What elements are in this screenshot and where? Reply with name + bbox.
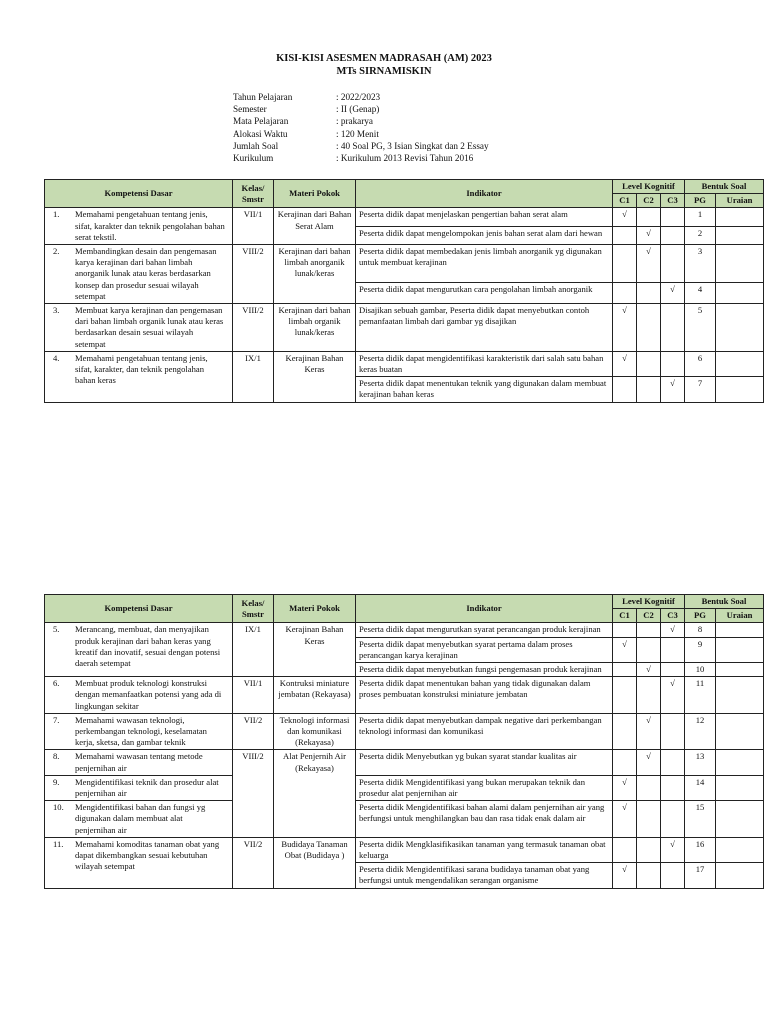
pg-number-cell: 11 [685, 677, 716, 714]
level-c2-cell [637, 351, 661, 376]
level-c2-cell [637, 377, 661, 402]
header-pg: PG [685, 194, 716, 208]
uraian-cell [716, 775, 764, 800]
header-c3: C3 [661, 194, 685, 208]
level-c2-cell [637, 837, 661, 862]
level-c1-cell [613, 837, 637, 862]
level-c2-cell [637, 637, 661, 662]
level-c2-cell [637, 304, 661, 352]
kompetensi-dasar-cell [45, 775, 233, 800]
header-indikator: Indikator [356, 180, 613, 208]
level-c3-cell [661, 663, 685, 677]
kompetensi-dasar-cell [45, 713, 233, 750]
kompetensi-dasar [48, 624, 229, 669]
info-row [233, 103, 489, 115]
header-row [45, 180, 764, 194]
kompetensi-dasar-cell [45, 304, 233, 352]
pg-number-cell: 6 [685, 351, 716, 376]
header-pg: PG [685, 609, 716, 623]
header-kompetensi-dasar: Kompetensi Dasar [45, 180, 233, 208]
kd-text: Memahami pengetahuan tentang jenis, sifat, karakter dan teknik pengolahan bahan serat tekstil. [75, 209, 225, 242]
kompetensi-dasar-cell [45, 623, 233, 677]
level-c2-cell [637, 208, 661, 226]
kompetensi-dasar [48, 678, 229, 712]
level-c3-check: √ [661, 623, 685, 637]
materi-pokok-cell: Kerajinan dari Bahan Serat Alam [274, 208, 356, 245]
uraian-cell [716, 713, 764, 750]
level-c3-cell [661, 637, 685, 662]
kd-number: 2. [53, 246, 60, 257]
uraian-cell [716, 637, 764, 662]
header-materi-pokok: Materi Pokok [274, 595, 356, 623]
uraian-cell [716, 623, 764, 637]
info-label: Mata Pelajaran [233, 116, 289, 127]
materi-pokok-cell: Kerajinan Bahan Keras [274, 623, 356, 677]
level-c3-cell [661, 713, 685, 750]
uraian-cell [716, 282, 764, 303]
kompetensi-dasar [48, 751, 229, 773]
kompetensi-dasar-cell [45, 351, 233, 402]
level-c1-check: √ [613, 863, 637, 888]
table-row [45, 713, 764, 750]
pg-number-cell: 5 [685, 304, 716, 352]
indikator-cell: Peserta didik dapat menentukan bahan yang tidak digunakan dalam proses pembuatan konstruksi miniature jembatan [356, 677, 613, 714]
kd-text: Mengidentifikasi teknik dan prosedur alat penjernihan air [75, 776, 219, 799]
level-c1-check: √ [613, 304, 637, 352]
pg-number-cell: 7 [685, 377, 716, 402]
level-c3-check: √ [661, 282, 685, 303]
level-c1-check: √ [613, 351, 637, 376]
header-bentuk-soal: Bentuk Soal [685, 180, 764, 194]
indikator-cell: Peserta didik dapat menjelaskan pengertian bahan serat alam [356, 208, 613, 226]
indikator-cell: Peserta didik Mengidentifikasi sarana budidaya tanaman obat yang berfungsi untuk mengendalikan serangan organisme [356, 863, 613, 888]
materi-pokok-cell: Teknologi informasi dan komunikasi (Rekayasa) [274, 713, 356, 750]
pg-number-cell: 1 [685, 208, 716, 226]
kompetensi-dasar [48, 839, 229, 873]
indikator-cell: Peserta didik dapat membedakan jenis limbah anorganik yg digunakan untuk membuat kerajinan [356, 245, 613, 283]
level-c2-cell [637, 282, 661, 303]
table-row [45, 750, 764, 775]
uraian-cell [716, 208, 764, 226]
kd-number: 4. [53, 352, 60, 363]
info-value: : 120 Menit [336, 128, 379, 139]
kelas-semester-cell: VIII/2 [233, 245, 274, 304]
level-c3-cell [661, 801, 685, 838]
level-c2-check: √ [637, 713, 661, 750]
header-indikator: Indikator [356, 595, 613, 623]
table-row [45, 775, 764, 800]
header-level-kognitif: Level Kognitif [613, 595, 685, 609]
level-c2-cell [637, 863, 661, 888]
uraian-cell [716, 801, 764, 838]
kd-text: Mengidentifikasi bahan dan fungsi yg digunakan dalam membuat alat penjernihan air [75, 802, 206, 835]
level-c1-check: √ [613, 208, 637, 226]
level-c1-cell [613, 377, 637, 402]
level-c3-cell [661, 351, 685, 376]
kelas-semester-cell: VII/2 [233, 713, 274, 750]
pg-number-cell: 15 [685, 801, 716, 838]
level-c2-cell [637, 677, 661, 714]
info-value: : Kurikulum 2013 Revisi Tahun 2016 [336, 153, 474, 164]
info-block [233, 91, 489, 164]
kd-number: 5. [53, 624, 60, 635]
level-c1-cell [613, 245, 637, 283]
kisi-kisi-table-2 [44, 594, 764, 889]
kd-number: 3. [53, 305, 60, 316]
indikator-cell: Peserta didik Menyebutkan yg bukan syarat standar kualitas air [356, 750, 613, 775]
kd-text: Memahami komoditas tanaman obat yang dapat dikembangkan sesuai kebutuhan wilayah setempat [75, 838, 220, 872]
pg-number-cell: 4 [685, 282, 716, 303]
level-c1-cell [613, 623, 637, 637]
level-c1-check: √ [613, 801, 637, 838]
header-kelas-semester: Kelas/ Smstr [233, 595, 274, 623]
document-subtitle: MTs SIRNAMISKIN [336, 66, 432, 77]
info-row [233, 128, 489, 140]
level-c3-check: √ [661, 377, 685, 402]
table-row [45, 677, 764, 714]
pg-number-cell: 9 [685, 637, 716, 662]
indikator-cell: Peserta didik dapat menyebutkan dampak negative dari perkembangan teknologi informasi dan komunikasi [356, 713, 613, 750]
level-c1-cell [613, 663, 637, 677]
pg-number-cell: 2 [685, 226, 716, 244]
kelas-semester-cell: VII/1 [233, 208, 274, 245]
info-row [233, 152, 489, 164]
header-materi-pokok: Materi Pokok [274, 180, 356, 208]
kd-text: Membuat produk teknologi konstruksi dengan memanfaatkan potensi yang ada di lingkungan sekitar [75, 678, 222, 711]
kompetensi-dasar-cell [45, 245, 233, 304]
table-row [45, 208, 764, 226]
kompetensi-dasar [48, 209, 229, 243]
level-c1-cell [613, 226, 637, 244]
level-c2-check: √ [637, 226, 661, 244]
info-row [233, 140, 489, 152]
header-c2: C2 [637, 194, 661, 208]
materi-pokok-cell: Kerajinan dari bahan limbah anorganik lunak/keras [274, 245, 356, 304]
header-row [45, 595, 764, 609]
indikator-cell: Peserta didik Mengidentifikasi yang bukan merupakan teknik dan prosedur alat penjernihan air [356, 775, 613, 800]
kd-number: 7. [53, 714, 60, 725]
kd-number: 11. [53, 838, 64, 849]
kd-text: Membuat karya kerajinan dan pengemasan dari bahan limbah organik lunak atau keras berdasarkan desain sesuai wilayah setempat [75, 305, 224, 349]
level-c3-cell [661, 245, 685, 283]
kelas-semester-cell: VIII/2 [233, 304, 274, 352]
indikator-cell: Disajikan sebuah gambar, Peserta didik dapat menyebutkan contoh pemanfaatan limbah dari gambar yg disajikan [356, 304, 613, 352]
level-c3-cell [661, 750, 685, 775]
indikator-cell: Peserta didik dapat menyebutkan fungsi pengemasan produk kerajinan [356, 663, 613, 677]
uraian-cell [716, 377, 764, 402]
level-c3-cell [661, 304, 685, 352]
info-label: Tahun Pelajaran [233, 92, 293, 102]
uraian-cell [716, 837, 764, 862]
kompetensi-dasar [48, 802, 229, 836]
level-c1-cell [613, 282, 637, 303]
table-row [45, 245, 764, 283]
uraian-cell [716, 226, 764, 244]
header-level-kognitif: Level Kognitif [613, 180, 685, 194]
header-uraian: Uraian [716, 609, 764, 623]
info-value: : 2022/2023 [336, 92, 381, 102]
info-value: : II (Genap) [336, 104, 380, 115]
materi-pokok-cell: Alat Penjernih Air (Rekayasa) [274, 750, 356, 837]
document-title: KISI-KISI ASESMEN MADRASAH (AM) 2023 [276, 53, 492, 64]
kompetensi-dasar-cell [45, 208, 233, 245]
pg-number-cell: 3 [685, 245, 716, 283]
kd-text: Memahami wawasan teknologi, perkembangan teknologi, keselamatan kerja, sketsa, dan gambar teknik [75, 714, 207, 748]
kd-number: 9. [53, 776, 60, 787]
indikator-cell: Peserta didik dapat mengurutkan cara pengolahan limbah anorganik [356, 282, 613, 303]
indikator-cell: Peserta didik dapat mengurutkan syarat perancangan produk kerajinan [356, 623, 613, 637]
pg-number-cell: 12 [685, 713, 716, 750]
uraian-cell [716, 677, 764, 714]
uraian-cell [716, 663, 764, 677]
kompetensi-dasar-cell [45, 801, 233, 838]
kompetensi-dasar [48, 777, 229, 799]
level-c1-cell [613, 713, 637, 750]
pg-number-cell: 17 [685, 863, 716, 888]
level-c2-check: √ [637, 245, 661, 283]
info-row [233, 91, 489, 103]
table-row [45, 351, 764, 376]
indikator-cell: Peserta didik dapat mengelompokan jenis bahan serat alam dari hewan [356, 226, 613, 244]
uraian-cell [716, 351, 764, 376]
level-c2-cell [637, 775, 661, 800]
indikator-cell: Peserta didik dapat menyebutkan syarat pertama dalam proses perancangan karya kerajinan [356, 637, 613, 662]
kd-number: 1. [53, 209, 60, 220]
materi-pokok-cell: Kontruksi miniature jembatan (Rekayasa) [274, 677, 356, 714]
header-c2: C2 [637, 609, 661, 623]
level-c1-cell [613, 750, 637, 775]
level-c3-check: √ [661, 677, 685, 714]
info-label: Jumlah Soal [233, 140, 279, 151]
indikator-cell: Peserta didik dapat menentukan teknik yang digunakan dalam membuat kerajinan bahan keras [356, 377, 613, 402]
level-c1-cell [613, 677, 637, 714]
kelas-semester-cell: VII/2 [233, 837, 274, 888]
kd-text: Merancang, membuat, dan menyajikan produk kerajinan dari bahan keras yang kreatif dan inovatif, sesuai dengan potensi daerah setempat [75, 624, 221, 669]
table-row [45, 304, 764, 352]
level-c2-cell [637, 623, 661, 637]
info-label: Semester [233, 104, 267, 115]
kelas-semester-cell: IX/1 [233, 351, 274, 402]
header-c1: C1 [613, 194, 637, 208]
kd-text: Memahami wawasan tentang metode penjernihan air [75, 751, 203, 773]
materi-pokok-cell: Budidaya Tanaman Obat (Budidaya ) [274, 837, 356, 888]
level-c2-check: √ [637, 750, 661, 775]
indikator-cell: Peserta didik Mengidentifikasi bahan alami dalam penjernihan air yang berfungsi untuk menghilangkan bau dan rasa tidak enak dalam air [356, 801, 613, 838]
info-value: : prakarya [336, 116, 373, 127]
kd-text: Memahami pengetahuan tentang jenis, sifat, karakter, dan teknik pengolahan bahan keras [75, 352, 208, 386]
kelas-semester-cell: IX/1 [233, 623, 274, 677]
kompetensi-dasar [48, 246, 229, 302]
header-kompetensi-dasar: Kompetensi Dasar [45, 595, 233, 623]
table-row [45, 837, 764, 862]
info-label: Alokasi Waktu [233, 128, 288, 139]
level-c1-check: √ [613, 775, 637, 800]
kd-number: 10. [53, 802, 64, 813]
header-c1: C1 [613, 609, 637, 623]
indikator-cell: Peserta didik Mengklasifikasikan tanaman yang termasuk tanaman obat keluarga [356, 837, 613, 862]
indikator-cell: Peserta didik dapat mengidentifikasi karakteristik dari salah satu bahan keras buatan [356, 351, 613, 376]
pg-number-cell: 16 [685, 837, 716, 862]
materi-pokok-cell: Kerajinan dari bahan limbah organik lunak/keras [274, 304, 356, 352]
kompetensi-dasar [48, 305, 229, 350]
uraian-cell [716, 863, 764, 888]
level-c2-check: √ [637, 663, 661, 677]
kompetensi-dasar [48, 715, 229, 749]
kompetensi-dasar [48, 353, 229, 387]
uraian-cell [716, 304, 764, 352]
header-bentuk-soal: Bentuk Soal [685, 595, 764, 609]
kompetensi-dasar-cell [45, 750, 233, 775]
level-c3-cell [661, 208, 685, 226]
level-c3-cell [661, 863, 685, 888]
materi-pokok-cell: Kerajinan Bahan Keras [274, 351, 356, 402]
info-row [233, 115, 489, 127]
info-label: Kurikulum [233, 153, 274, 164]
table-row [45, 801, 764, 838]
pg-number-cell: 14 [685, 775, 716, 800]
info-value: : 40 Soal PG, 3 Isian Singkat dan 2 Essay [336, 140, 489, 151]
table-row [45, 623, 764, 637]
kelas-semester-cell: VII/1 [233, 677, 274, 714]
level-c3-cell [661, 226, 685, 244]
level-c2-cell [637, 801, 661, 838]
level-c3-cell [661, 775, 685, 800]
pg-number-cell: 8 [685, 623, 716, 637]
kd-number: 6. [53, 678, 60, 689]
uraian-cell [716, 245, 764, 283]
kompetensi-dasar-cell [45, 677, 233, 714]
uraian-cell [716, 750, 764, 775]
kompetensi-dasar-cell [45, 837, 233, 888]
kisi-kisi-table-1 [44, 179, 764, 403]
pg-number-cell: 13 [685, 750, 716, 775]
level-c1-check: √ [613, 637, 637, 662]
kd-text: Membandingkan desain dan pengemasan karya kerajinan dari bahan limbah anorganik lunak atau keras berdasarkan konsep dan prosedur sesuai wilayah setempat [75, 246, 217, 301]
kelas-semester-cell: VIII/2 [233, 750, 274, 837]
pg-number-cell: 10 [685, 663, 716, 677]
level-c3-check: √ [661, 837, 685, 862]
header-uraian: Uraian [716, 194, 764, 208]
kd-number: 8. [53, 751, 60, 762]
header-c3: C3 [661, 609, 685, 623]
header-kelas-semester: Kelas/ Smstr [233, 180, 274, 208]
